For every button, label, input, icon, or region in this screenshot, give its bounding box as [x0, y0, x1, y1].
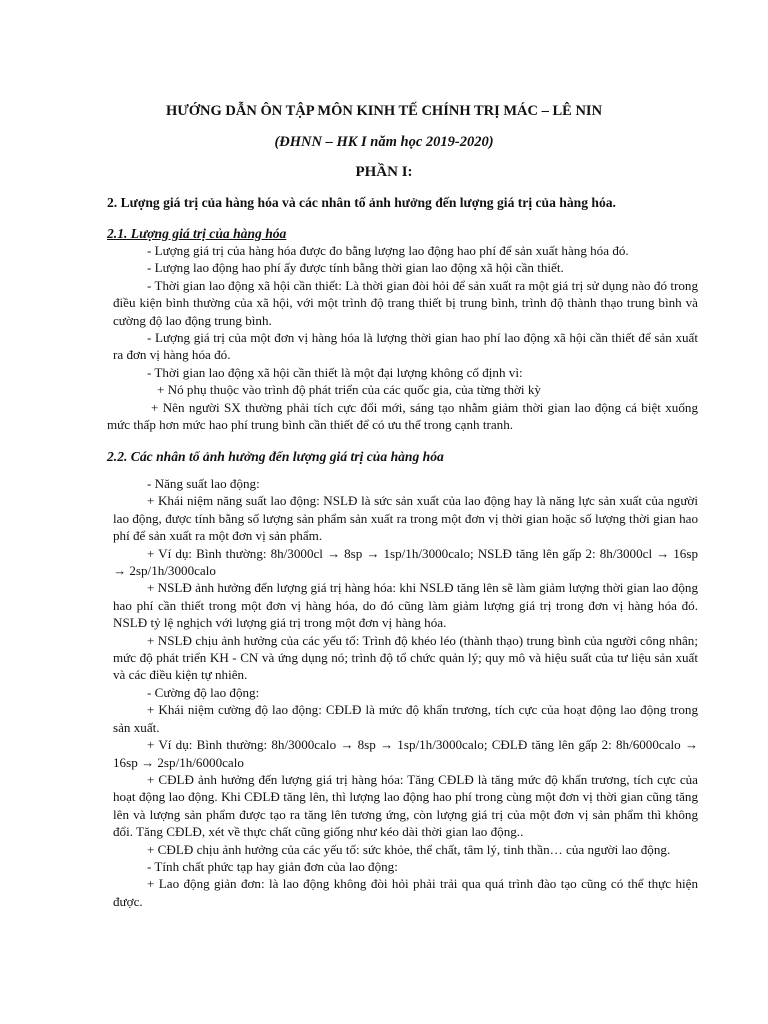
paragraph: + Khái niệm năng suất lao động: NSLĐ là sức sản xuất của lao động hay là năng lực sản xuất của người lao động, được tính bằng số lượng sản phẩm sản xuất ra trong một đơn vị thời gian hoặc số lượng thời gian hao phí để sản xuất ra một đơn vị sản phẩm. [113, 493, 698, 544]
paragraph: + CĐLĐ ảnh hưởng đến lượng giá trị hàng hóa: Tăng CĐLĐ là tăng mức độ khẩn trương, tích cực của hoạt động lao động. Khi CĐLĐ tăng lên, thì lượng lao động hao phí trong cùng một đơn vị thời gian cũng tăng lên và lượng sản phẩm được tạo ra tăng lên tương ứng, còn lượng giá trị của một đơn vị sản phẩm thì không đổi. Tăng CĐLĐ, xét về thực chất cũng giống như kéo dài thời gian lao động.. [113, 771, 698, 840]
paragraph: - Tính chất phức tạp hay giản đơn của lao động: [147, 858, 398, 874]
paragraph: + Lao động giản đơn: là lao động không đòi hỏi phải trải qua quá trình đào tạo cũng có thể thực hiện được. [113, 876, 698, 909]
paragraph: + Nó phụ thuộc vào trình độ phát triển của các quốc gia, của từng thời kỳ [157, 382, 541, 398]
paragraph: + Khái niệm cường độ lao động: CĐLĐ là mức độ khẩn trương, tích cực của hoạt động lao động trong sản xuất. [113, 702, 698, 735]
part-heading: PHẦN I: [355, 164, 413, 180]
section-2-heading: 2. Lượng giá trị của hàng hóa và các nhân tố ảnh hưởng đến lượng giá trị của hàng hóa. [107, 195, 616, 210]
paragraph: - Thời gian lao động xã hội cần thiết: Là thời gian đòi hỏi để sản xuất ra một giá trị sử dụng nào đó trong điều kiện bình thường của xã hội, với một trình độ trang thiết bị trung bình, trình độ thành thạo trung bình và cường độ lao động trung bình. [113, 277, 698, 328]
paragraph: + Ví dụ: Bình thường: 8h/3000cl → 8sp → 1sp/1h/3000calo; NSLĐ tăng lên gấp 2: 8h/3000cl → 16sp → 2sp/1h/3000calo [113, 545, 698, 579]
section-2-1-body [107, 242, 698, 433]
paragraph: - Thời gian lao động xã hội cần thiết là một đại lượng không cố định vì: [147, 364, 523, 380]
doc-title: HƯỚNG DẪN ÔN TẬP MÔN KINH TẾ CHÍNH TRỊ MÁC – LÊ NIN [165, 103, 603, 119]
doc-subtitle: (ĐHNN – HK I năm học 2019-2020) [274, 134, 494, 150]
paragraph: + NSLĐ chịu ảnh hưởng của các yếu tố: Trình độ khéo léo (thành thạo) trung bình của người công nhân; mức độ phát triển KH - CN và ứng dụng nó; trình độ tổ chức quản lý; quy mô và hiệu suất của tư liệu sản xuất và các điều kiện tự nhiên. [113, 632, 698, 683]
paragraph: + Nên người SX thường phải tích cực đổi mới, sáng tạo nhằm giảm thời gian lao động cá biệt xuống mức thấp hơn mức hao phí trung bình cần thiết để có ưu thế trong cạnh tranh. [107, 399, 698, 433]
paragraph: + Ví dụ: Bình thường: 8h/3000calo → 8sp → 1sp/1h/3000calo; CĐLĐ tăng lên gấp 2: 8h/6000calo → 16sp → 2sp/1h/6000calo [113, 737, 698, 770]
paragraph: - Lượng lao động hao phí ấy được tính bằng thời gian lao động xã hội cần thiết. [147, 260, 564, 276]
paragraph: - Cường độ lao động: [147, 684, 260, 700]
section-2-2-heading: 2.2. Các nhân tố ảnh hưởng đến lượng giá trị của hàng hóa [107, 449, 444, 464]
paragraph: + NSLĐ ảnh hưởng đến lượng giá trị hàng hóa: khi NSLĐ tăng lên sẽ làm giảm lượng thời gian lao động hao phí cần thiết trong một đơn vị hàng hóa, do đó cũng làm giảm lượng giá trị trong đơn vị hàng hóa đó. NSLĐ tỷ lệ nghịch với lượng giá trị trong một đơn vị hàng hóa. [113, 580, 698, 631]
section-2-1-heading: 2.1. Lượng giá trị của hàng hóa [107, 226, 287, 241]
paragraph: - Lượng giá trị của một đơn vị hàng hóa là lượng thời gian hao phí lao động xã hội cần thiết để sản xuất ra đơn vị hàng hóa đó. [113, 330, 698, 363]
section-2-2-body [113, 475, 698, 910]
paragraph: - Lượng giá trị của hàng hóa được đo bằng lượng lao động hao phí để sản xuất hàng hóa đó. [147, 243, 629, 258]
paragraph: - Năng suất lao động: [147, 476, 260, 491]
paragraph: + CĐLĐ chịu ảnh hưởng của các yếu tố: sức khỏe, thể chất, tâm lý, tinh thần… của người lao động. [147, 841, 671, 857]
